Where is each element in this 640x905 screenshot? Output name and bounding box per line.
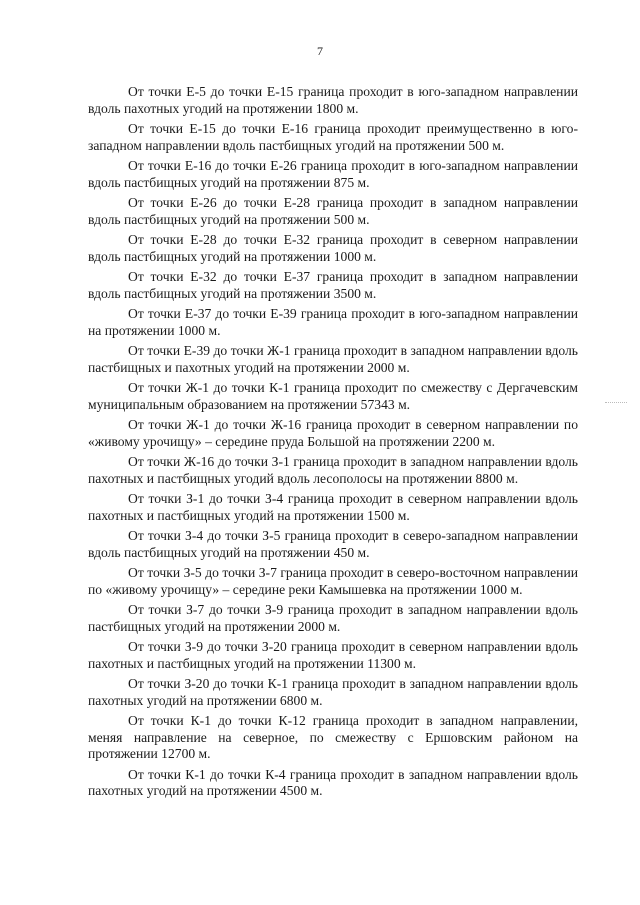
paragraph: От точки Е-16 до точки Е-26 граница проходит в юго-западном направлении вдоль пастбищных угодий на протяжении 875 м.	[88, 158, 578, 190]
document-body	[88, 84, 578, 804]
page-number: 7	[317, 44, 323, 58]
paragraph: От точки Е-28 до точки Е-32 граница проходит в северном направлении вдоль пастбищных угодий на протяжении 1000 м.	[88, 232, 578, 264]
paragraph: От точки З-1 до точки З-4 граница проходит в северном направлении вдоль пахотных и пастбищных угодий на протяжении 1500 м.	[88, 491, 578, 523]
paragraph: От точки Ж-1 до точки Ж-16 граница проходит в северном направлении по «живому урочищу» – середине пруда Большой на протяжении 2200 м.	[88, 417, 578, 449]
paragraph: От точки З-9 до точки З-20 граница проходит в северном направлении вдоль пахотных и пастбищных угодий на протяжении 11300 м.	[88, 639, 578, 671]
paragraph: От точки Ж-16 до точки З-1 граница проходит в западном направлении вдоль пахотных и пастбищных угодий вдоль лесополосы на протяжении 8800 м.	[88, 454, 578, 486]
paragraph: От точки Е-15 до точки Е-16 граница проходит преимущественно в юго-западном направлении вдоль пастбищных угодий на протяжении 500 м.	[88, 121, 578, 153]
scan-margin-mark	[605, 402, 627, 407]
paragraph: От точки Е-26 до точки Е-28 граница проходит в западном направлении вдоль пастбищных угодий на протяжении 500 м.	[88, 195, 578, 227]
paragraph: От точки З-4 до точки З-5 граница проходит в северо-западном направлении вдоль пастбищных угодий на протяжении 450 м.	[88, 528, 578, 560]
paragraph: От точки З-5 до точки З-7 граница проходит в северо-восточном направлении по «живому урочищу» – середине реки Камышевка на протяжении 1000 м.	[88, 565, 578, 597]
paragraph: От точки Е-37 до точки Е-39 граница проходит в юго-западном направлении на протяжении 1000 м.	[88, 306, 578, 338]
paragraph: От точки К-1 до точки К-4 граница проходит в западном направлении вдоль пахотных угодий на протяжении 4500 м.	[88, 766, 578, 798]
paragraph: От точки Е-39 до точки Ж-1 граница проходит в западном направлении вдоль пастбищных и пахотных угодий на протяжении 2000 м.	[88, 343, 578, 375]
paragraph: От точки Е-32 до точки Е-37 граница проходит в западном направлении вдоль пастбищных угодий на протяжении 3500 м.	[88, 269, 578, 301]
paragraph: От точки З-20 до точки К-1 граница проходит в западном направлении вдоль пахотных угодий на протяжении 6800 м.	[88, 676, 578, 708]
paragraph: От точки К-1 до точки К-12 граница проходит в западном направлении, меняя направление на северное, по смежеству с Ершовским районом на протяжении 12700 м.	[88, 713, 578, 761]
paragraph: От точки Е-5 до точки Е-15 граница проходит в юго-западном направлении вдоль пахотных угодий на протяжении 1800 м.	[88, 84, 578, 116]
paragraph: От точки З-7 до точки З-9 граница проходит в западном направлении вдоль пастбищных угодий на протяжении 2000 м.	[88, 602, 578, 634]
paragraph: От точки Ж-1 до точки К-1 граница проходит по смежеству с Дергачевским муниципальным образованием на протяжении 57343 м.	[88, 380, 578, 412]
